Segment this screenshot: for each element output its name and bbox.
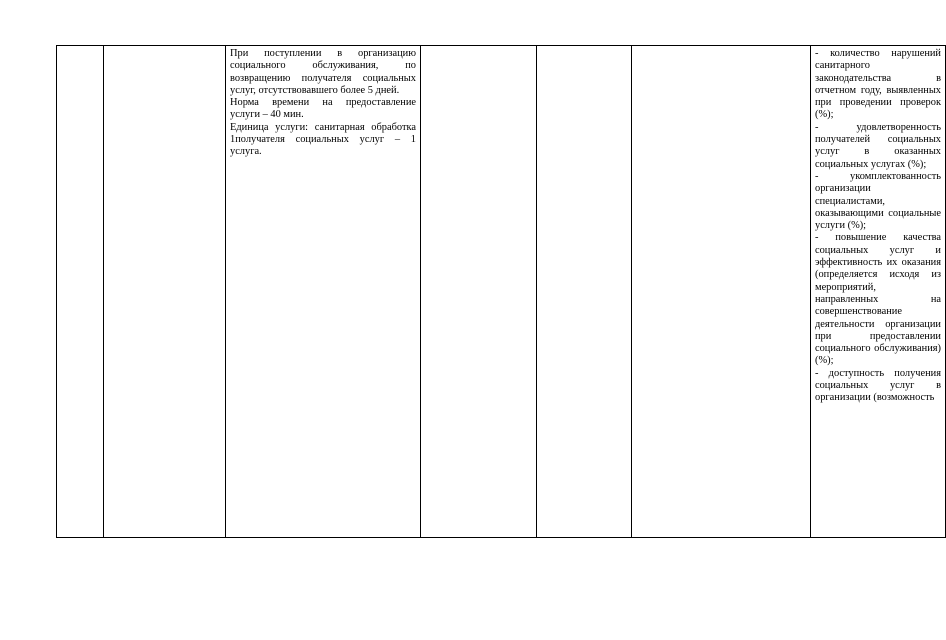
service-standards-table <box>56 45 946 538</box>
table-row <box>57 46 946 538</box>
table-cell-quality-indicators <box>811 46 946 538</box>
indicator-staffing: - укомплектованность организации специалистами, оказывающими социальные услуги (%); <box>815 170 941 232</box>
table-cell-number <box>57 46 104 538</box>
table-cell-service-name <box>104 46 226 538</box>
table-cell-service-description <box>226 46 421 538</box>
table-cell-empty-4 <box>421 46 537 538</box>
service-condition-text: При поступлении в организацию социального обслуживания, по возвращению получателя социальных услуг, отсутствовавшего более 5 дней. <box>230 48 416 96</box>
service-unit-text: Единица услуги: санитарная обработка 1получателя социальных услуг – 1 услуга. <box>230 121 416 158</box>
indicator-satisfaction: - удовлетворенность получателей социальных услуг в оказанных социальных услугах (%); <box>815 121 941 170</box>
time-norm-text: Норма времени на предоставление услуги – 40 мин. <box>230 97 416 121</box>
indicator-quality: - повышение качества социальных услуг и эффективность их оказания (определяется исходя из мероприятий, направленных на совершенствование деятельности организации при предоставлении социального обслуживания) (%); <box>815 232 941 367</box>
table-cell-empty-6 <box>632 46 811 538</box>
table-cell-empty-5 <box>537 46 632 538</box>
indicator-accessibility: - доступность получения социальных услуг в организации (возможность <box>815 367 941 404</box>
indicator-violations: - количество нарушений санитарного законодательства в отчетном году, выявленных при проведении проверок (%); <box>815 48 941 121</box>
